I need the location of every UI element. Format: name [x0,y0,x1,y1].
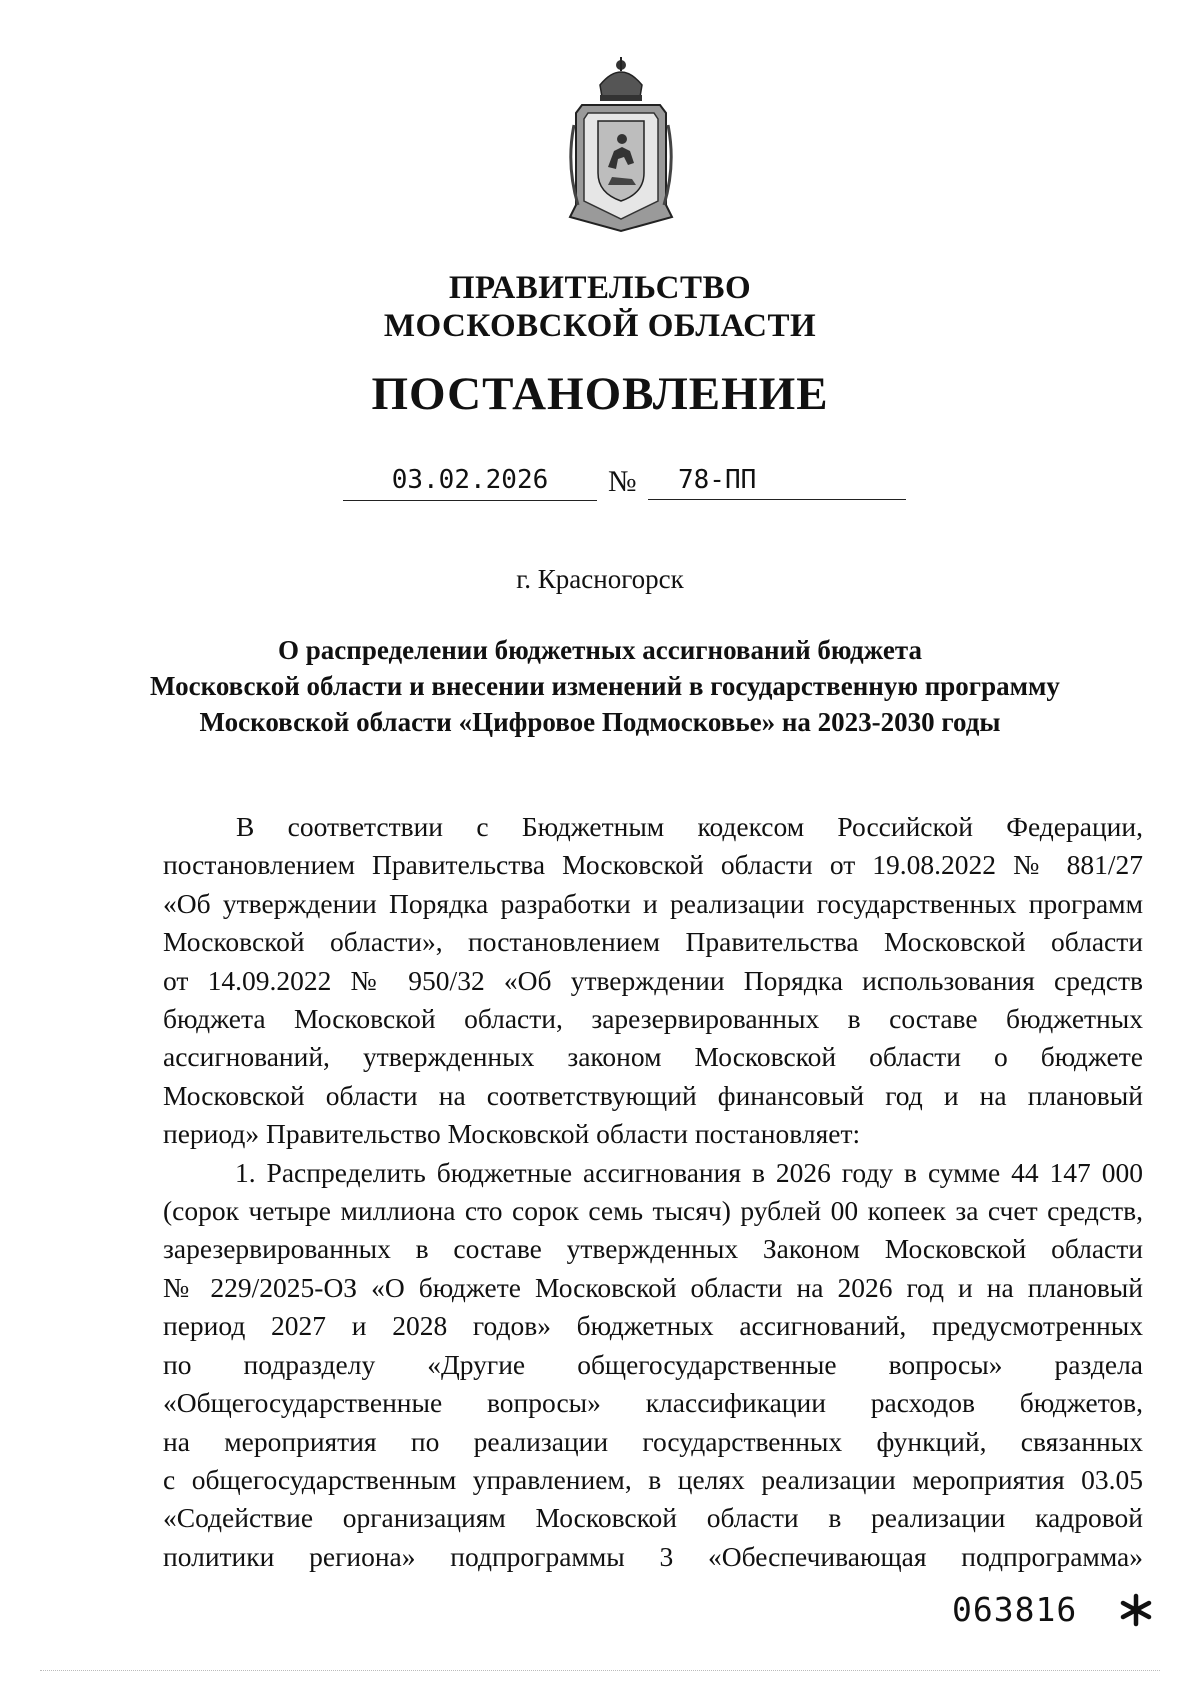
subject-line: Московской области «Цифровое Подмосковье» на 2023-2030 годы [199,707,1001,737]
text-line: политики региона» подпрограммы 3 «Обеспечивающая подпрограмма» [163,1540,1143,1572]
text-line: Московской области на соответствующий финансовый год и на плановый [163,1079,1143,1111]
text-line: постановлением Правительства Московской области от 19.08.2022 № 881/27 [163,849,1143,881]
text-line: от 14.09.2022 № 950/32 «Об утверждении Порядка использования средств [163,964,1143,996]
number-sign: № [608,465,637,498]
document-date: 03.02.2026 [343,462,597,501]
text-line: 1. Распределить бюджетные ассигнования в 2026 году в сумме 44 147 000 [235,1156,1143,1188]
text-line: (сорок четыре миллиона сто сорок семь тысяч) рублей 00 копеек за счет средств, [163,1195,1143,1227]
document-type: ПОСТАНОВЛЕНИЕ [371,368,829,420]
text-line: зарезервированных в составе утвержденных Законом Московской области [163,1233,1143,1265]
text-line: «Об утверждении Порядка разработки и реализации государственных программ [163,887,1143,919]
asterisk-star-icon [1118,1592,1154,1628]
text-line: № 229/2025-ОЗ «О бюджете Московской области на 2026 год и на плановый [163,1271,1143,1303]
document-subject [150,632,1060,740]
text-line: на мероприятия по реализации государственных функций, связанных [163,1425,1143,1457]
scan-artifact-line [40,1670,1160,1672]
moscow-oblast-coat-of-arms-icon [560,55,682,235]
text-line: «Общегосударственные вопросы» классификации расходов бюджетов, [163,1387,1143,1419]
text-line: В соответствии с Бюджетным кодексом Российской Федерации, [236,811,1143,842]
subject-line: О распределении бюджетных ассигнований бюджета [278,635,922,665]
text-line: «Содействие организациям Московской области в реализации кадровой [163,1502,1143,1534]
text-line: по подразделу «Другие общегосударственные вопросы» раздела [163,1348,1143,1380]
serial-number: 063816 [952,1590,1078,1629]
text-line: бюджета Московской области, зарезервированных в составе бюджетных [163,1003,1143,1035]
subject-line: Московской области и внесении изменений в государственную программу [150,671,1060,701]
paragraph-item-1 [163,1154,1143,1576]
gov-title-line1: ПРАВИТЕЛЬСТВО [448,270,752,306]
date-number-row [0,462,1200,506]
text-line: с общегосударственным управлением, в целях реализации мероприятия 03.05 [163,1463,1143,1495]
paragraph-preamble [163,808,1143,1154]
text-line: период 2027 и 2028 годов» бюджетных ассигнований, предусмотренных [163,1310,1143,1342]
text-line: Московской области», постановлением Правительства Московской области [163,926,1143,958]
text-line: период» Правительство Московской области постановляет: [163,1118,861,1150]
document-number: 78-ПП [648,462,906,500]
city-name: г. Красногорск [516,564,684,594]
text-line: ассигнований, утвержденных законом Московской области о бюджете [163,1041,1143,1073]
gov-title-line2: МОСКОВСКОЙ ОБЛАСТИ [383,308,817,344]
document-body [163,808,1143,1576]
